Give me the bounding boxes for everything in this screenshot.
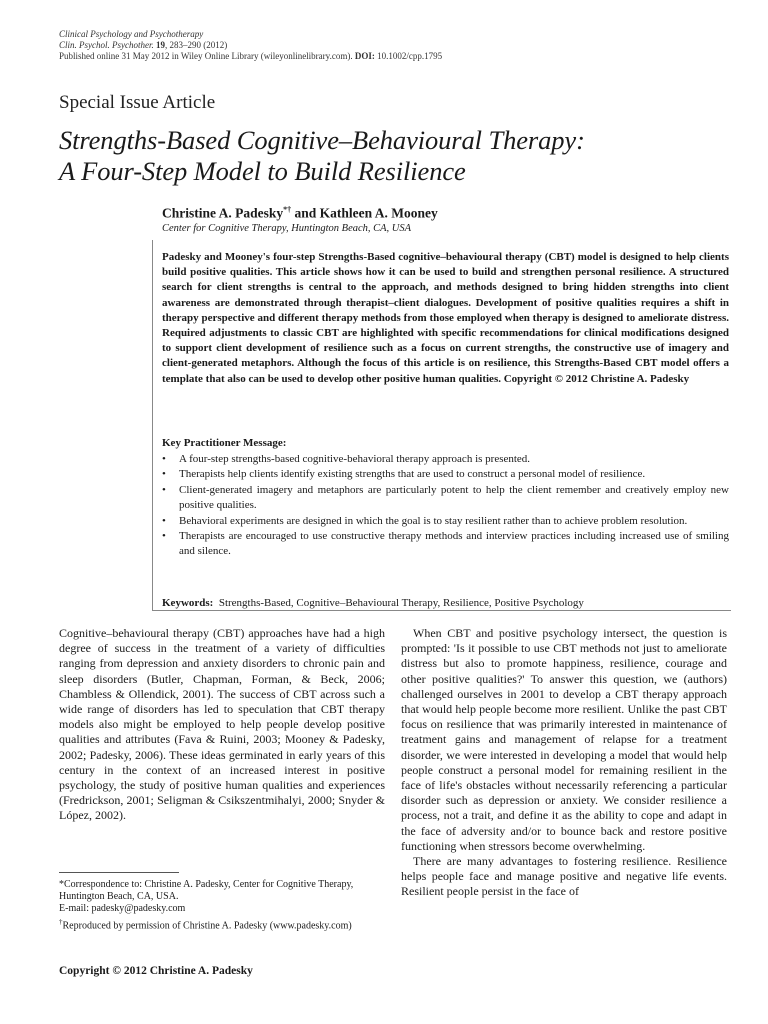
key-message-item [162, 514, 729, 529]
volume: 19 [155, 40, 165, 50]
doi-label: DOI: [354, 51, 375, 61]
title-line-1: Strengths-Based Cognitive–Behavioural Therapy: [59, 125, 585, 155]
journal-citation [59, 40, 719, 51]
title-line-2: A Four-Step Model to Build Resilience [59, 156, 466, 186]
author-list [162, 205, 438, 222]
body-paragraph: There are many advantages to fostering resilience. Resilience helps people face and manage positive and negative life events. Resilient people persist in the face of [401, 854, 727, 899]
article-title [59, 125, 749, 187]
bullet: • [162, 453, 166, 465]
key-message-item [162, 467, 729, 482]
permission-text: Reproduced by permission of Christine A. Padesky (www.padesky.com) [62, 919, 352, 931]
body-paragraph: Cognitive–behavioural therapy (CBT) approaches have had a high degree of success in the treatment of a variety of difficulties ranging from depression and anxiety disorders to chronic pain and sleep disorders (Butler, Chapman, Forman, & Beck, 2006; Chambless & Ollendick, 2001). The success of CBT across such a wide range of disorders has led to speculation that CBT therapy models also might be employed to help people develop positive qualities and attributes (Fava & Ruini, 2003; Mooney & Padesky, 2002; Padesky, 2006). These ideas germinated in early years of this century in the context of an increased interest in positive psychology, the study of positive human qualities and experiences (Fredrickson, 2001; Seligman & Csikszentmihalyi, 2000; Snyder & López, 2002). [59, 626, 385, 823]
copyright-notice: Copyright © 2012 Christine A. Padesky [59, 965, 253, 977]
bullet: • [162, 483, 166, 496]
published-info: Published online 31 May 2012 in Wiley Online Library (wileyonlinelibrary.com). [59, 51, 353, 61]
abstract: Padesky and Mooney's four-step Strengths-Based cognitive–behavioural therapy (CBT) model is designed to help clients build positive qualities. This article shows how it can be used to build and strengthen personal resilience. A structured search for client strengths is central to the approach, and methods designed to bring hidden strengths into client awareness are demonstrated through therapist–client dialogues. Development of positive qualities requires a shift in therapy perspective and different therapy methods from those employed when therapy is designed to ameliorate distress. Required adjustments to classic CBT are highlighted with specific recommendations for clinical modifications designed to support client development of resilience such as a focus on current strengths, the constructive use of imagery and client-generated metaphors. Although the focus of this article is on resilience, this Strengths-Based CBT model offers a template that also can be used to develop other positive human qualities. Copyright © 2012 Christine A. Padesky [162, 251, 729, 385]
correspondence-note: *Correspondence to: Christine A. Padesky, Center for Cognitive Therapy, Huntington Beach, CA, USA. [59, 879, 354, 903]
footnote-divider [59, 872, 179, 873]
key-message-list [162, 452, 729, 560]
publication-line [59, 51, 719, 62]
key-message-text: A four-step strengths-based cognitive-behavioral therapy approach is presented. [179, 453, 531, 465]
key-message-item [162, 483, 729, 514]
affiliation: Center for Cognitive Therapy, Huntington Beach, CA, USA [162, 223, 412, 234]
key-message-heading: Key Practitioner Message: [162, 437, 287, 449]
dagger-mark: † [59, 917, 63, 926]
journal-header [59, 29, 719, 62]
citation-abbrev: Clin. Psychol. Psychother. [59, 40, 154, 50]
key-message-item [162, 452, 729, 467]
journal-name: Clinical Psychology and Psychotherapy [59, 29, 204, 39]
keywords-text: Strengths-Based, Cognitive–Behavioural Therapy, Resilience, Positive Psychology [218, 597, 584, 609]
bullet: • [162, 468, 166, 481]
author-conjunction: and [291, 205, 320, 221]
author-2: Kathleen A. Mooney [319, 205, 438, 221]
pages: , 283–290 (2012) [164, 40, 228, 50]
key-message-text: Client-generated imagery and metaphors are particularly potent to help the client remember and creatively employ new positive qualities. [179, 483, 729, 512]
key-message-text: Therapists are encouraged to use constructive therapy methods and interview practices including increased use of smiling and silence. [179, 530, 729, 558]
body-column-left [59, 626, 385, 824]
bullet: • [162, 530, 166, 543]
key-message-text: Therapists help clients identify existing strengths that are used to construct a personal model of resilience. [179, 468, 646, 481]
keywords-label: Keywords: [162, 597, 214, 609]
footnotes [59, 879, 385, 932]
section-label: Special Issue Article [59, 92, 216, 113]
permission-note [59, 916, 385, 933]
key-message-text: Behavioral experiments are designed in which the goal is to stay resilient rather than to achieve problem resolution. [179, 514, 688, 527]
doi-link[interactable]: 10.1002/cpp.1795 [377, 51, 443, 61]
email-note: E-mail: padesky@padesky.com [59, 903, 186, 915]
author-1: Christine A. Padesky [162, 205, 284, 221]
body-paragraph: When CBT and positive psychology intersect, the question is prompted: 'Is it possible to use CBT methods not just to ameliorate distress but also to promote happiness, resilience, courage and other positive qualities?' To answer this question, we (authors) challenged ourselves in 2001 to develop a CBT therapy approach that would help people become more resilient. Unlike the past CBT focus on resilience that was primarily interested in maintenance of treatment gains and management of relapse for a treatment disorder, we were interested in developing a model that would help people construct a personal model for remaining resilient in the face of life's obstacles without necessarily referencing a particular disorder such as depression or anxiety. We consider resilience a process, not a trait, and define it as the ability to cope and adapt in the face of adversity and/or to bounce back and restore positive functioning when stressors become overwhelming. [401, 626, 727, 853]
key-message-item [162, 529, 729, 560]
keywords [162, 597, 584, 609]
author-1-marks: *† [283, 205, 292, 214]
bullet: • [162, 514, 166, 527]
body-column-right [401, 626, 727, 900]
